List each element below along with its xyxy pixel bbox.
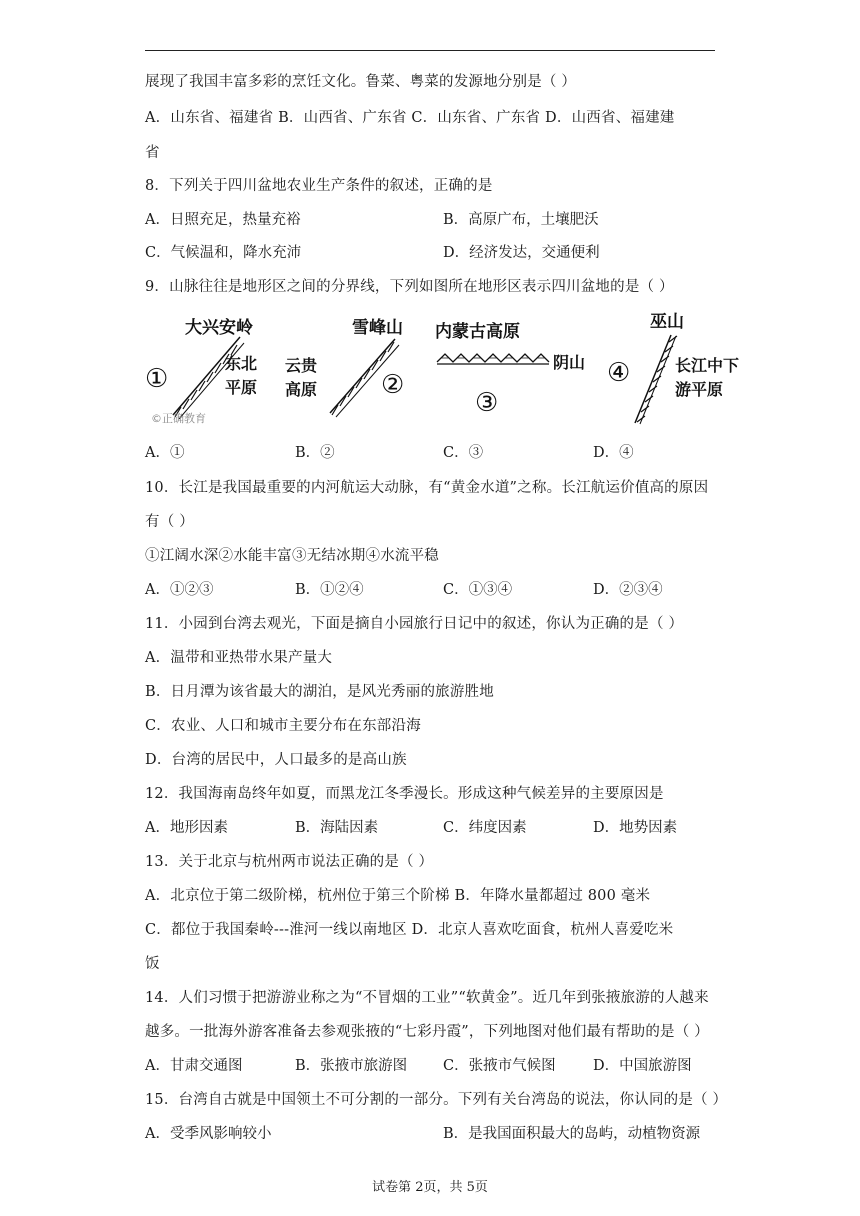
- q10-items: ①江阔水深②水能丰富③无结冰期④水流平稳: [145, 548, 439, 564]
- q12-option-c: C．纬度因素: [443, 820, 527, 836]
- q13-stem: 13．关于北京与杭州两市说法正确的是（ ）: [145, 854, 434, 870]
- q11-stem: 11．小园到台湾去观光，下面是摘自小园旅行日记中的叙述，你认为正确的是（ ）: [145, 616, 684, 632]
- panel-2-region-line1: 云贵: [285, 356, 318, 375]
- figure-panel-4: [607, 312, 739, 424]
- q10-option-d: D．②③④: [593, 582, 663, 598]
- q15-option-b: B．是我国面积最大的岛屿，动植物资源: [443, 1126, 701, 1142]
- q14-option-d: D．中国旅游图: [593, 1058, 692, 1074]
- panel-2-mountain-label: 雪峰山: [352, 318, 403, 338]
- panel-2-number: ②: [381, 370, 405, 400]
- q7-stem: 展现了我国丰富多彩的烹饪文化。鲁菜、粤菜的发源地分别是（ ）: [145, 74, 577, 90]
- header-rule: [145, 50, 715, 51]
- q8-option-a: A．日照充足，热量充裕: [145, 212, 301, 228]
- panel-4-mountain-range-icon: [635, 335, 677, 424]
- panel-4-region-line1: 长江中下: [675, 356, 740, 375]
- q8-option-b: B．高原广布，土壤肥沃: [443, 212, 599, 228]
- q14-option-a: A．甘肃交通图: [145, 1058, 243, 1074]
- q8-option-c: C．气候温和，降水充沛: [145, 245, 302, 261]
- q15-option-a: A．受季风影响较小: [145, 1126, 272, 1142]
- q14-option-b: B．张掖市旅游图: [295, 1058, 408, 1074]
- q12-option-a: A．地形因素: [145, 820, 228, 836]
- q9-option-c: C．③: [443, 445, 484, 461]
- q10-stem-line2: 有（ ）: [145, 514, 194, 530]
- panel-3-region-label: 内蒙古高原: [435, 322, 520, 342]
- q8-option-d: D．经济发达，交通便利: [443, 245, 600, 261]
- q10-stem-line1: 10．长江是我国最重要的内河航运大动脉，有“黄金水道”之称。长江航运价值高的原因: [145, 480, 709, 496]
- q14-option-c: C．张掖市气候图: [443, 1058, 556, 1074]
- q14-stem-line1: 14．人们习惯于把游游业称之为“不冒烟的工业”“软黄金”。近几年到张掖旅游的人越来: [145, 990, 709, 1006]
- q9-figure: [145, 305, 755, 430]
- q11-option-d: D．台湾的居民中，人口最多的是高山族: [145, 752, 407, 768]
- q7-options-wrap: 省: [145, 145, 160, 161]
- panel-1-number: ①: [145, 364, 169, 394]
- q15-stem: 15．台湾自古就是中国领土不可分割的一部分。下列有关台湾岛的说法，你认同的是（ ）: [145, 1092, 728, 1108]
- q8-stem: 8．下列关于四川盆地农业生产条件的叙述，正确的是: [145, 178, 493, 194]
- q10-option-b: B．①②④: [295, 582, 364, 598]
- q12-stem: 12．我国海南岛终年如夏，而黑龙江冬季漫长。形成这种气候差异的主要原因是: [145, 786, 664, 802]
- q13-options-wrap: 饭: [145, 956, 160, 972]
- panel-4-number: ④: [607, 358, 631, 388]
- watermark: ©正确教育: [151, 412, 206, 425]
- panel-2-region-line2: 高原: [285, 380, 318, 399]
- q10-option-c: C．①③④: [443, 582, 513, 598]
- q9-stem: 9．山脉往往是地形区之间的分界线，下列如图所在地形区表示四川盆地的是（ ）: [145, 279, 674, 295]
- panel-1-mountain-label: 大兴安岭: [185, 318, 253, 338]
- q12-option-b: B．海陆因素: [295, 820, 379, 836]
- q14-stem-line2: 越多。一批海外游客准备去参观张掖的“七彩丹霞”，下列地图对他们最有帮助的是（ ）: [145, 1024, 709, 1040]
- figure-panel-1: [145, 317, 257, 425]
- q12-option-d: D．地势因素: [593, 820, 678, 836]
- q10-option-a: A．①②③: [145, 582, 214, 598]
- panel-3-mountain-range-icon: [437, 354, 549, 364]
- page-footer: 试卷第 2页，共 5页: [372, 1180, 488, 1195]
- q11-option-a: A．温带和亚热带水果产量大: [145, 650, 333, 666]
- q7-options: A．山东省、福建省 B．山西省、广东省 C．山东省、广东省 D．山西省、福建建: [145, 110, 675, 126]
- figure-panel-3: [435, 321, 585, 418]
- q11-option-c: C．农业、人口和城市主要分布在东部沿海: [145, 718, 421, 734]
- panel-3-mountain-label: 阴山: [553, 353, 586, 372]
- q9-option-d: D．④: [593, 445, 634, 461]
- q13-options-cd: C．都位于我国秦岭---淮河一线以南地区 D．北京人喜欢吃面食，杭州人喜爱吃米: [145, 922, 674, 938]
- q11-option-b: B．日月潭为该省最大的湖泊，是风光秀丽的旅游胜地: [145, 684, 494, 700]
- panel-4-region-line2: 游平原: [675, 380, 724, 399]
- panel-1-region-line1: 东北: [225, 354, 258, 373]
- panel-4-mountain-label: 巫山: [650, 312, 684, 332]
- figure-panel-2: [285, 317, 404, 417]
- panel-1-region-line2: 平原: [225, 378, 258, 397]
- q9-option-b: B．②: [295, 445, 335, 461]
- q13-options-ab: A．北京位于第二级阶梯，杭州位于第三个阶梯 B．年降水量都超过 800 毫米: [145, 888, 651, 904]
- q9-option-a: A．①: [145, 445, 185, 461]
- panel-3-number: ③: [475, 388, 499, 418]
